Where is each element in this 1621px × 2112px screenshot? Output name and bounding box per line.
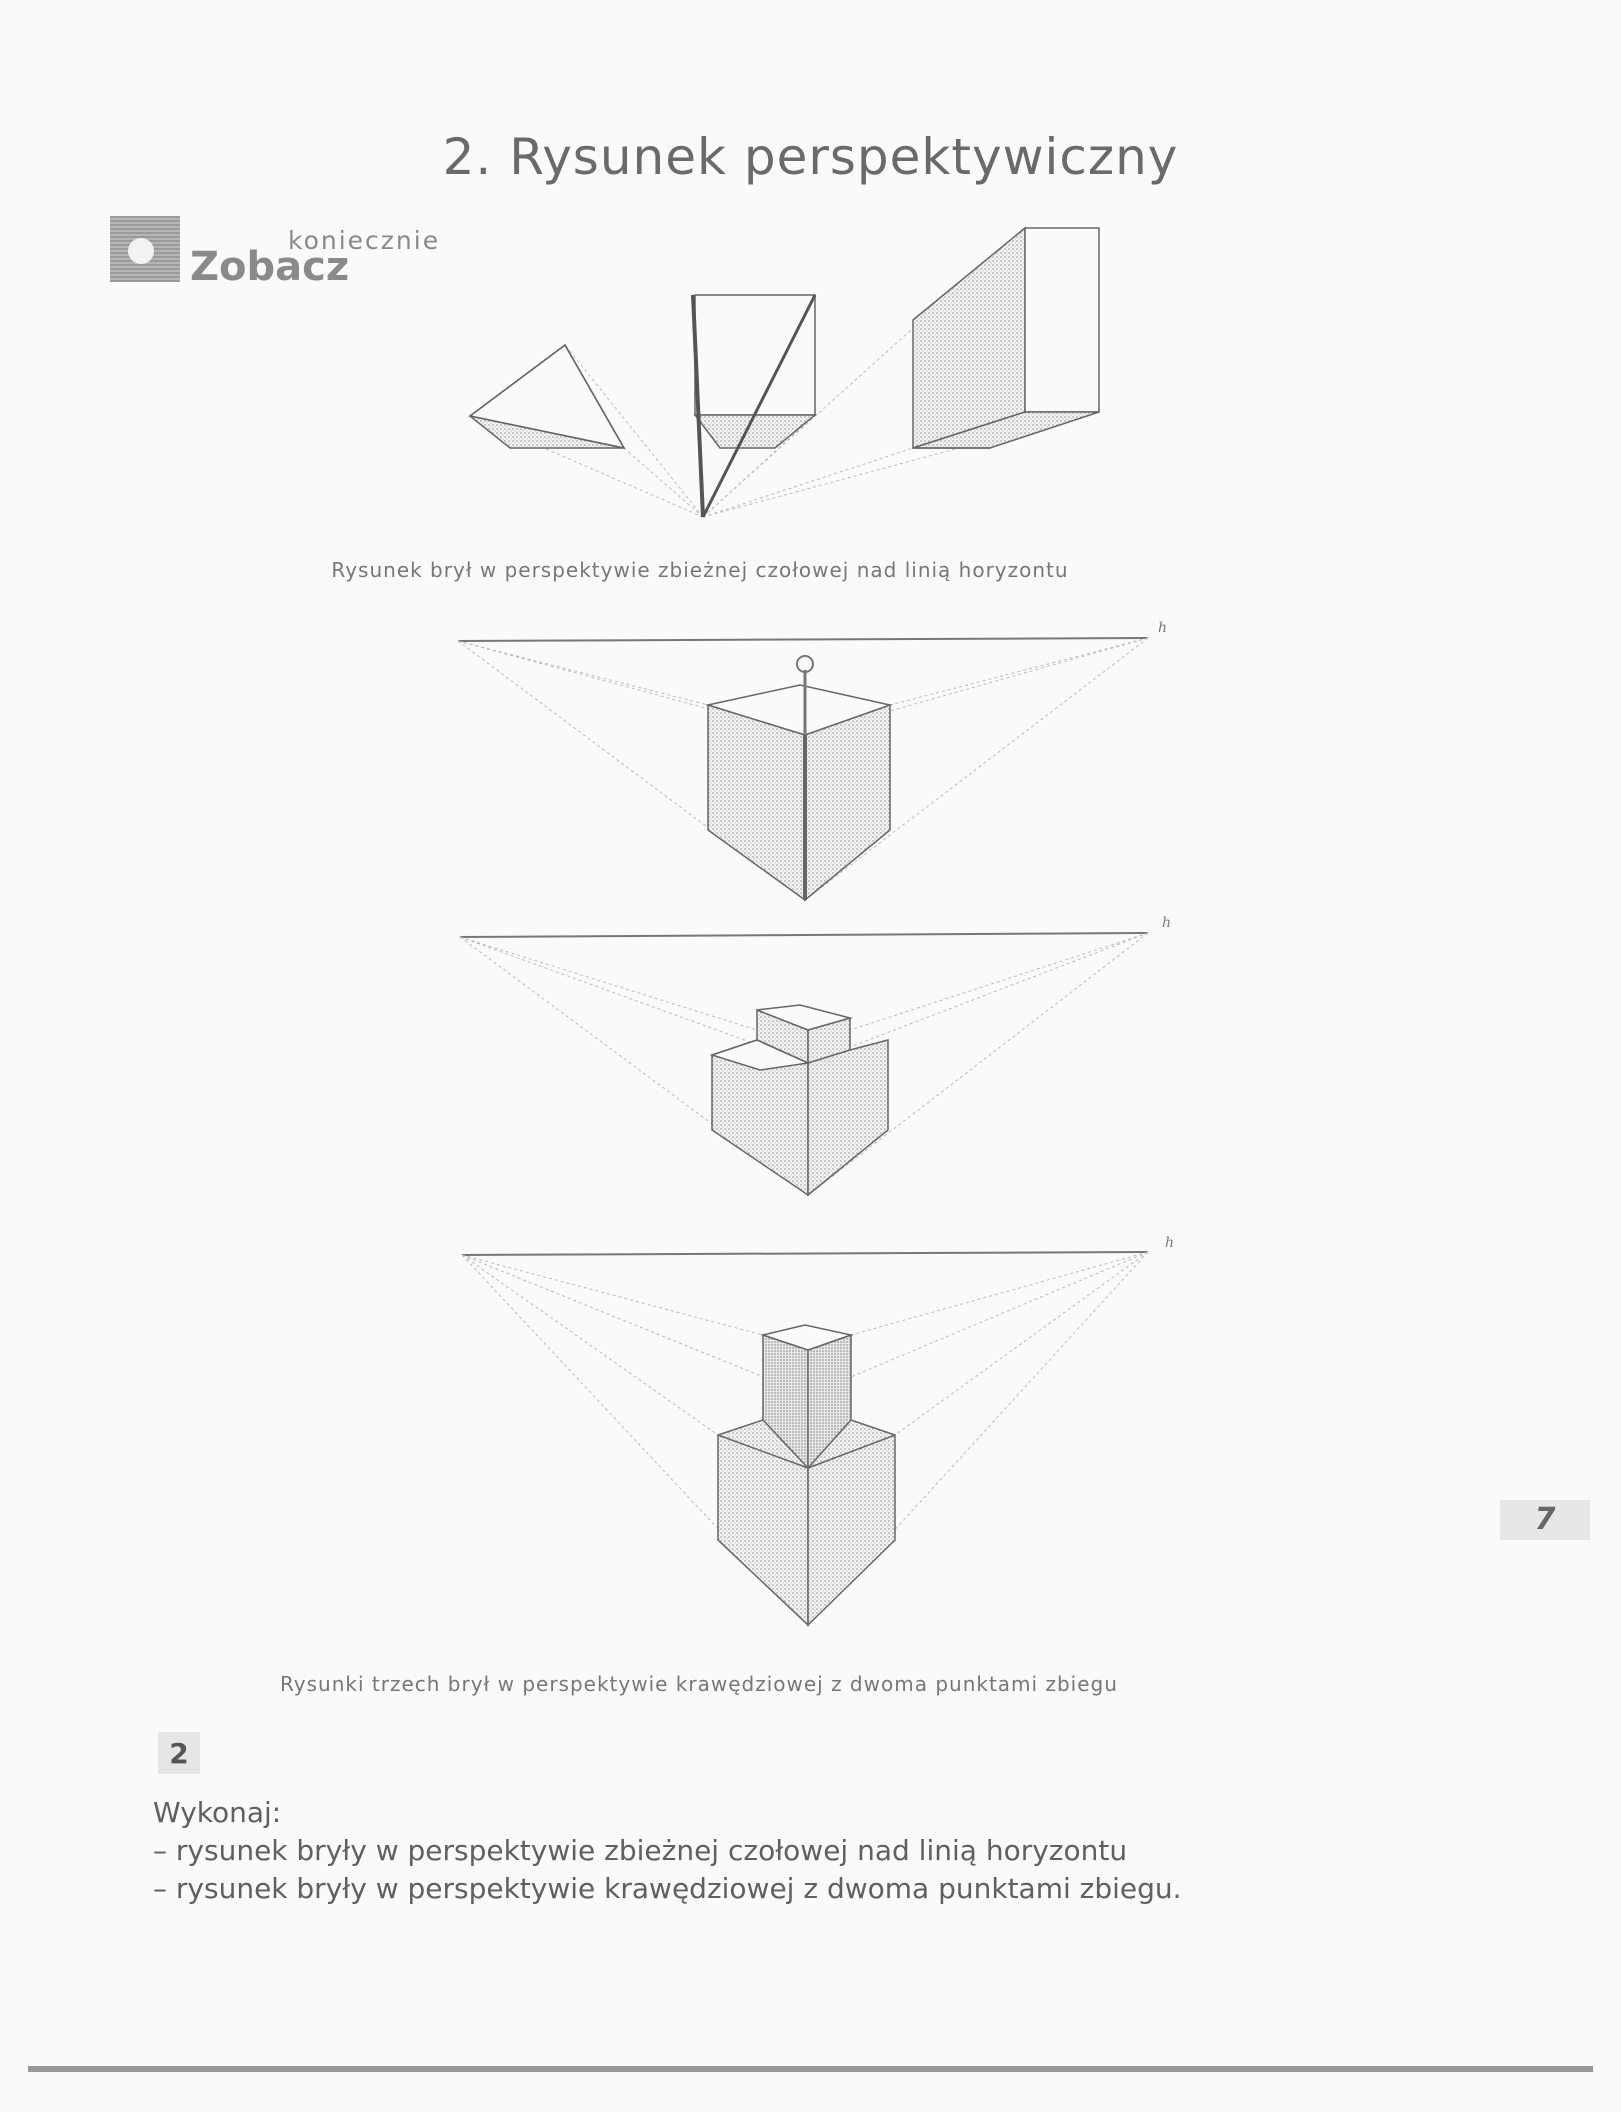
logo-dot-icon	[128, 238, 154, 264]
task-number-badge: 2	[158, 1732, 200, 1774]
task-item: – rysunek bryły w perspektywie zbieżnej czołowej nad linią horyzontu	[153, 1834, 1128, 1867]
horizon-label-1: h	[1158, 620, 1168, 636]
one-point-perspective-figure	[470, 228, 1100, 517]
task-instructions	[153, 1794, 1182, 1908]
two-point-cube-figure	[458, 638, 1148, 900]
task-heading: Wykonaj:	[153, 1796, 282, 1829]
two-point-stepped-block-figure	[460, 933, 1148, 1195]
page-title: 2. Rysunek perspektywiczny	[442, 128, 1179, 186]
caption-two-point-perspective: Rysunki trzech brył w perspektywie krawędziowej z dwoma punktami zbiegu	[280, 1672, 1118, 1696]
horizon-label-2: h	[1162, 915, 1172, 931]
caption-one-point-perspective: Rysunek brył w perspektywie zbieżnej czołowej nad linią horyzontu	[331, 558, 1069, 582]
task-item: – rysunek bryły w perspektywie krawędziowej z dwoma punktami zbiegu.	[153, 1872, 1182, 1905]
horizon-label-3: h	[1165, 1235, 1175, 1251]
two-point-stacked-blocks-figure	[462, 1252, 1148, 1625]
page-number: 7	[1500, 1500, 1590, 1540]
logo-main-word: Zobacz	[190, 244, 350, 290]
bottom-rule	[28, 2066, 1593, 2072]
logo-small-word: koniecznie	[288, 226, 441, 255]
